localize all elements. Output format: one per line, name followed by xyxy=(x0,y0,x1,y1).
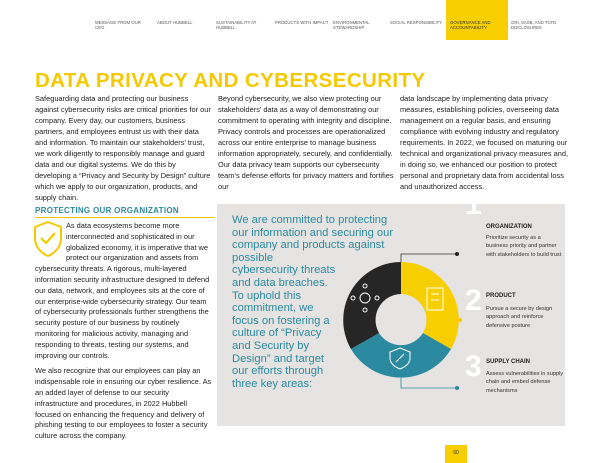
top-nav xyxy=(0,0,600,40)
intro-col-1: Safeguarding data and protecting our business against cybersecurity risks are critical priorities for our company. Every day, our customers, business partners, and employees entrust us with their data and information. To maintain our stakeholders’ trust, we work diligently to responsibly manage and guard data and our digital systems. We do this by developing a “Privacy and Security by Design” culture which we apply to our organization, products, and supply chain. xyxy=(35,94,211,202)
donut-segment-organization xyxy=(343,262,401,349)
area-label: ORGANIZATION xyxy=(486,224,532,230)
area-desc: Pursue a secure by design approach and reinforce defensive posture xyxy=(486,306,553,329)
area-number: 2 xyxy=(465,284,482,317)
page-title: DATA PRIVACY AND CYBERSECURITY xyxy=(35,69,426,92)
nav-social[interactable]: SOCIAL RESPONSIBILITY xyxy=(390,20,443,25)
key-areas-donut xyxy=(339,252,463,392)
area-label: SUPPLY CHAIN xyxy=(486,359,531,365)
nav-about[interactable]: ABOUT HUBBELL xyxy=(157,20,193,25)
connector-1 xyxy=(401,254,457,262)
nav-disclosures[interactable]: GRI, SASB, AND TCFD DISCLOSURES xyxy=(511,20,557,30)
area-desc: Prioritize security as a business priority and partner with stakeholders to build trust xyxy=(486,235,562,258)
page-number: 60 xyxy=(445,445,467,463)
protecting-text xyxy=(35,221,213,447)
area-label: PRODUCT xyxy=(486,293,516,299)
divider xyxy=(35,217,215,218)
nav-environmental[interactable]: ENVIRONMENTAL STEWARDSHIP xyxy=(333,20,370,30)
donut-segment-product xyxy=(401,262,459,349)
paragraph: As data ecosystems become more interconnected and sophisticated in our globalized economy, it is imperative that we protect our organization and assets from cybersecurity threats. A rigorous, multi-layered information security infrastructure designed to defend our data, network, and employees sits at the core of our enterprise-wide cybersecurity strategy. Our team of cybersecurity professionals further strengthens the security posture of our business by routinely monitoring for malicious activity, managing and responding to threats, testing our systems, and improving our controls. xyxy=(35,221,210,360)
area-desc: Assess vulnerabilities in supply chain and embed defense mechanisms xyxy=(486,371,564,394)
area-number: 1 xyxy=(465,188,482,221)
nav-sustainability[interactable]: SUSTAINABILITY AT HUBBELL xyxy=(216,20,257,30)
nav-products[interactable]: PRODUCTS WITH IMPACT xyxy=(275,20,329,25)
intro-col-2: Beyond cybersecurity, we also view protecting our stakeholders’ data as a way of demonstrating our commitment to operating with integrity and discipline. Privacy controls and processes are operationalized across our entire enterprise to manage business information appropriately, securely, and confidentially. Our data privacy team supports our cybersecurity team’s defense efforts for privacy matters and fortifies our xyxy=(218,94,394,191)
commitment-quote: We are committed to protecting our information and securing our company and products against possible cybersecurity threats and data breaches. To uphold this commitment, we focus on fostering a culture of “Privacy and Security by Design” and target our efforts through three key areas: xyxy=(232,214,394,390)
paragraph: We also recognize that our employees can play an indispensable role in ensuring our cyber resilience. As an added layer of defense to our security infrastructure and procedures, in 2022 Hubbell focused on enhancing the frequency and delivery of phishing testing to our employees to foster a security culture across the company. xyxy=(35,366,212,441)
nav-ceo[interactable]: MESSAGE FROM OUR CEO xyxy=(95,20,141,30)
area-number: 3 xyxy=(465,350,482,383)
nav-governance[interactable]: GOVERNANCE AND ACCOUNTABILITY xyxy=(446,0,508,40)
intro-col-3: data landscape by implementing data privacy measures, establishing policies, overseeing data management on a regular basis, and ensuring compliance with evolving industry and regulatory requirements. In 2022, we focused on maturing our technical and organizational privacy measures and, in doing so, we enhanced our position to protect personal and proprietary data from accidental loss and unauthorized access. xyxy=(400,94,569,191)
section-title: PROTECTING OUR ORGANIZATION xyxy=(35,206,179,215)
